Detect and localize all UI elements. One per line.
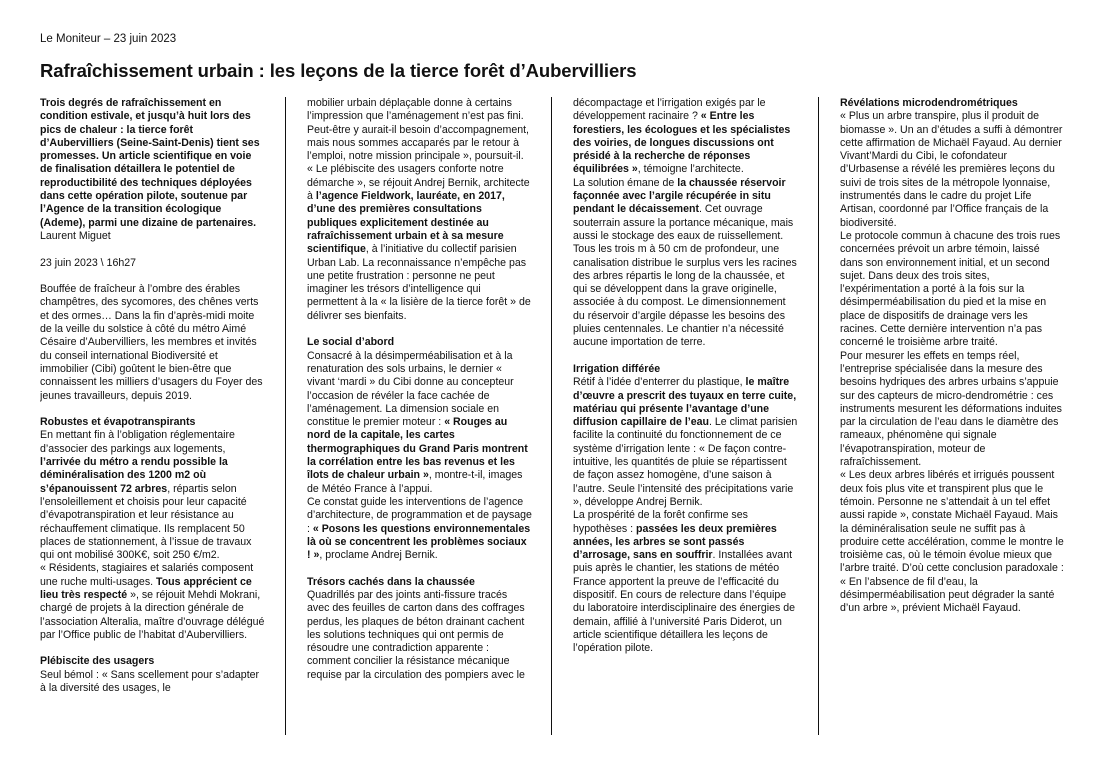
column-divider	[551, 97, 552, 735]
publish-date: 23 juin 2023 \ 16h27	[40, 256, 137, 269]
paragraph: « Résidents, stagiaires et salariés composent une ruche multi-usages. Tous apprécient ce lieu très respecté », se réjouit Mehdi Mokrani, chargé de projets à la direction générale de l’association Alteralia, maître d’ouvrage délégué par l’Office public de l’habitat d’Aubervilliers.	[40, 562, 265, 641]
column-4	[840, 97, 1065, 737]
paragraph: Quadrillés par des joints anti-fissure tracés avec des feuilles de carton dans des coffrages perdus, les plaques de béton drainant cachent les solutions techniques qui ont permis de résoudre une contradiction apparente : comment concilier la résistance mécanique requise par la circulation des pompiers avec le	[307, 588, 525, 681]
paragraph: La solution émane de la chaussée réservoir façonnée avec l’argile récupérée in situ pendant le décaissement. Cet ouvrage souterrain assure la portance mécanique, mais aussi le stockage des eaux de ruissellement. Tous les trois m à 50 cm de profondeur, une canalisation distribue le surplus vers les racines des arbres répartis le long de la chaussée, et qui se développent dans la grave originelle, associée à du compost. Le dimensionnement du réservoir d’argile dépasse les besoins des pluies centennales. Le chantier n’a nécessité aucune importation de terre.	[573, 176, 797, 349]
column-1	[40, 97, 265, 737]
paragraph: « Les deux arbres libérés et irrigués poussent deux fois plus vite et transpirent plus que le témoin. Personne ne s’attendait à un tel effet aussi rapide », constate Michaël Fayaud. Mais la déminéralisation seule ne suffit pas à produire cette accélération, comme le montre le troisième cas, où le témoin évolue mieux que l’arbre traité. D’où cette conclusion paradoxale : « En l’absence de fil d’eau, la désimperméabilisation peut dégrader la santé d’un arbre », prévient Michaël Fayaud.	[840, 469, 1064, 615]
column-divider	[818, 97, 819, 735]
paragraph: « Plus un arbre transpire, plus il produit de biomasse ». Un an d’études a suffi à démontrer cette affirmation de Michaël Fayaud. Au dernier Vivant’Mardi du Cibi, le cofondateur d’Urbasense a révélé les premières leçons du suivi de trois sites de la métropole lyonnaise, instrumentés dans le cadre du projet Life Artisan, coordonné par l’Office français de la biodiversité.	[840, 110, 1063, 229]
article-title: Rafraîchissement urbain : les leçons de la tierce forêt d’Aubervilliers	[40, 60, 637, 81]
paragraph: décompactage et l’irrigation exigés par le développement racinaire ? « Entre les forestiers, les écologues et les spécialistes des voiries, de longues discussions ont présidé à la recherche de réponses équilibrées », témoigne l’architecte.	[573, 97, 791, 176]
source-line: Le Moniteur – 23 juin 2023	[40, 33, 177, 45]
paragraph: Pour mesurer les effets en temps réel, l’entreprise spécialisée dans la mesure des besoins hydriques des arbres urbains s’appuie sur des capteurs de micro-dendrométrie : ces instruments mesurent les déformations induites par la circulation de l’eau dans le diamètre des rameaux, phénomène qui signale l’évapotranspiration, moteur de rafraîchissement.	[840, 349, 1062, 469]
paragraph: Ce constat guide les interventions de l’agence d’architecture, de programmation et de paysage : « Posons les questions environnementales là où se concentrent les problèmes sociaux ! », proclame Andrej Bernik.	[307, 495, 532, 562]
lead-paragraph: Trois degrés de rafraîchissement en condition estivale, et jusqu’à huit lors des pics de chaleur : la tierce forêt d’Aubervilliers (Seine-Saint-Denis) tient ses promesses. Un article scientifique en voie de finalisation détaillera le potentiel de reproductibilité des techniques déployées dans cette opération pilote, soutenue par l’Agence de la transition écologique (Ademe), parmi une dizaine de partenaires.	[40, 97, 260, 229]
section-heading-irrigation: Irrigation différée	[573, 362, 661, 375]
paragraph: En mettant fin à l’obligation réglementaire d’associer des parkings aux logements, l’arrivée du métro a rendu possible la déminéralisation des 1200 m2 où s’épanouissent 72 arbres, répartis selon l’ensoleillement et choisis pour leur capacité d’évapotranspiration et leur résistance au réchauffement climatique. Ils remplacent 50 places de stationnement, à l’issue de travaux qui ont mobilisé 300K€, soit 250 €/m2.	[40, 429, 252, 562]
paragraph: Rétif à l’idée d’enterrer du plastique, le maître d’œuvre a prescrit des tuyaux en terre cuite, matériau qui présente l’avantage d’une diffusion capillaire de l’eau. Le climat parisien facilite la continuité du fonctionnement de ce système d’irrigation lente : « De façon contre-intuitive, les quantités de pluie se répartissent de façon assez homogène, d’une saison à l’autre. Seule l’intensité des précipitations varie », développe Andrej Bernik.	[573, 376, 798, 508]
paragraph: Seul bémol : « Sans scellement pour s’adapter à la diversité des usages, le	[40, 668, 260, 695]
paragraph: Le protocole commun à chacune des trois rues concernées prévoit un arbre témoin, laissé dans son environnement initial, et un second sujet. Dans deux des trois sites, l’expérimentation a porté à la fois sur la désimperméabilisation du pied et la mise en place de dispositifs de drainage vers les racines. Cette dernière intervention n’a pas concerné le troisième arbre traité.	[840, 229, 1061, 349]
section-heading-revelations: Révélations microdendrométriques	[840, 97, 1018, 109]
section-heading-robustes: Robustes et évapotranspirants	[40, 416, 196, 429]
section-heading-social: Le social d’abord	[307, 336, 395, 349]
intro-paragraph: Bouffée de fraîcheur à l’ombre des érables champêtres, des sycomores, des chênes verts et des ormes… Dans la fin d’après-midi moite de la veille du solstice à côté du métro Aimé Césaire d’Aubervilliers, les membres et invités du conseil international Biodiversité et immobilier (Cibi) goûtent le bien-être que connaissent les milliers d’usagers du Foyer des jeunes travailleurs, depuis 2019.	[40, 283, 263, 402]
paragraph: Consacré à la désimperméabilisation et à la renaturation des sols urbains, le dernier « vivant ‘mardi » du Cibi donne au concepteur l’occasion de révéler la face cachée de l’aménagement. La dimension sociale en constitue le premier moteur : « Rouges au nord de la capitale, les cartes thermographiques du Grand Paris montrent la corrélation entre les bas revenus et les îlots de chaleur urbain », montre-t-il, images de Météo France à l’appui.	[307, 349, 528, 495]
section-heading-tresors: Trésors cachés dans la chaussée	[307, 575, 475, 588]
paragraph: La prospérité de la forêt confirme ses hypothèses : passées les deux premières années, les arbres se sont passés d’arrosage, sans en souffrir. Installées avant puis après le chantier, les stations de météo France apportent la preuve de l’efficacité du dispositif. En cours de relecture dans l’équipe du laboratoire interdisciplinaire des énergies de demain, affilié à l’université Paris Diderot, un article scientifique détaillera les leçons de l’opération pilote.	[573, 509, 796, 655]
author-name: Laurent Miguet	[40, 229, 111, 242]
section-heading-plebiscite: Plébiscite des usagers	[40, 655, 155, 668]
column-3	[573, 97, 798, 737]
column-divider	[285, 97, 286, 735]
paragraph: mobilier urbain déplaçable donne à certains l’impression que l’aménagement n’est pas fini. Peut-être y aurait-il besoin d’accompagnement, mais nous sommes accaparés par le retour à l’emploi, notre mission principale », poursuit-il.	[307, 97, 529, 163]
column-2	[307, 97, 532, 737]
paragraph: « Le plébiscite des usagers conforte notre démarche », se réjouit Andrej Bernik, architecte à l’agence Fieldwork, lauréate, en 2017, d’une des premières consultations publiques explicitement destinée au rafraîchissement urbain et à sa mesure scientifique, à l’initiative du collectif parisien Urban Lab. La reconnaissance n’empêche pas une petite frustration : personne ne peut imaginer les trésors d’intelligence qui permettent à la « la lisière de la tierce forêt » de délivrer ses bienfaits.	[307, 163, 531, 322]
